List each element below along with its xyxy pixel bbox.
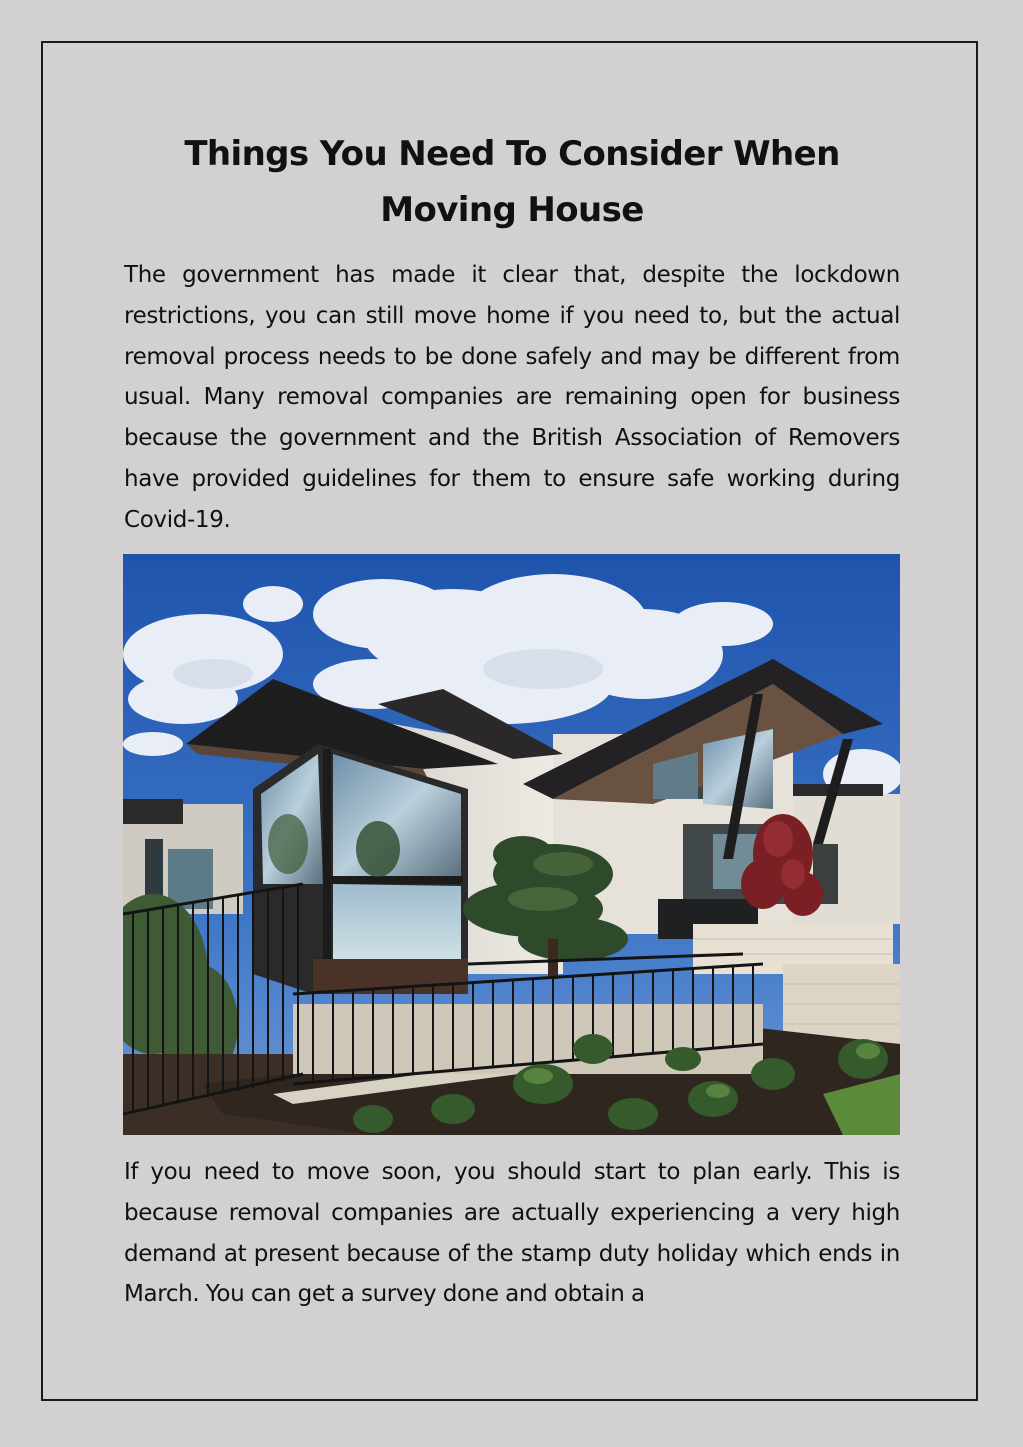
intro-paragraph: The government has made it clear that, despite the lockdown restrictions, you can still move home if you need to, but the actual removal process needs to be done safely and may be different from usual. Many removal companies are remaining open for business because the government and the British Association of Removers have provided guidelines for them to ensure safe working during Covid-19. [124, 262, 900, 533]
planning-paragraph: If you need to move soon, you should start to plan early. This is because removal companies are actually experiencing a very high demand at present because of the stamp duty holiday which ends in March. You can get a survey done and obtain a [124, 1159, 900, 1308]
modern-house-photo [123, 554, 900, 1135]
page-title: Things You Need To Consider When Moving House [184, 134, 840, 230]
